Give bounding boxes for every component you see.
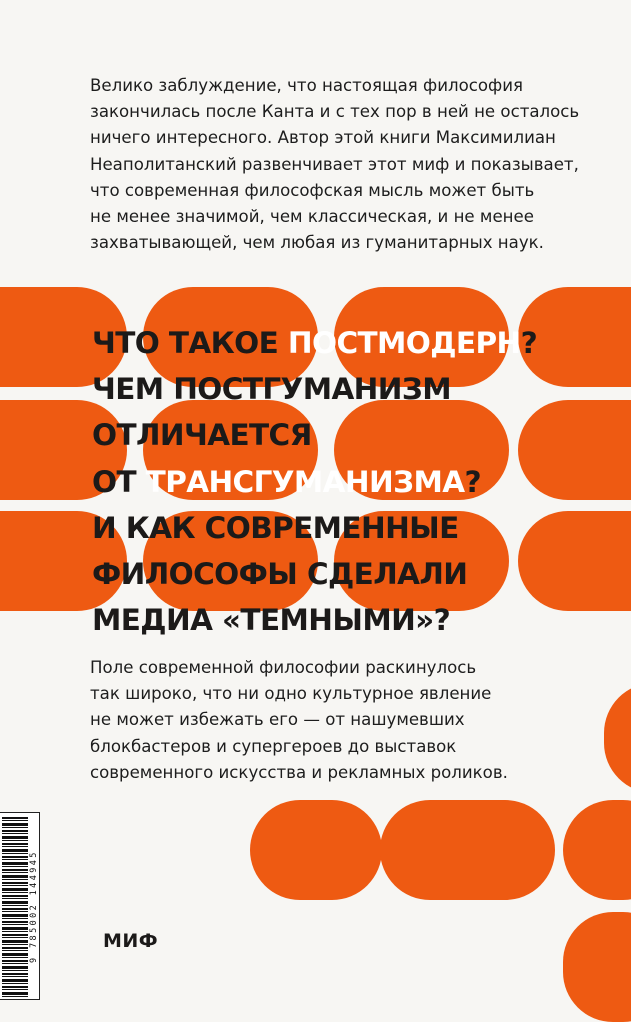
outro-line: так широко, что ни одно культурное явление (90, 684, 492, 704)
intro-line: Неаполитанский развенчивает этот миф и показывает, (90, 154, 579, 174)
headline-highlight: ТРАНСГУМАНИЗМА (145, 464, 465, 499)
intro-line: захватывающей, чем любая из гуманитарных наук. (90, 233, 544, 253)
headline-line-6: ФИЛОСОФЫ СДЕЛАЛИ (92, 557, 468, 592)
headline-line-7: МЕДИА «ТЕМНЫМИ»? (92, 603, 451, 638)
publisher-logo: МИФ (103, 930, 159, 952)
orange-pill (250, 800, 382, 900)
headline-line-1: ЧТО ТАКОЕ ПОСТМОДЕРН? (92, 326, 538, 360)
orange-pill (380, 800, 555, 900)
intro-line: Велико заблуждение, что настоящая философия (90, 76, 523, 95)
intro-line: ничего интересного. Автор этой книги Максимилиан (90, 128, 556, 148)
headline-line-2: ЧЕМ ПОСТГУМАНИЗМ (92, 372, 451, 407)
intro-line: не менее значимой, чем классическая, и не менее (90, 207, 534, 227)
barcode-bars (2, 817, 28, 997)
orange-pill (563, 912, 631, 1022)
headline-highlight: ПОСТМОДЕРН (287, 326, 521, 360)
headline-line-3: ОТЛИЧАЕТСЯ (92, 418, 312, 453)
outro-paragraph (90, 655, 590, 786)
outro-line: современного искусства и рекламных роликов. (90, 762, 508, 782)
isbn-barcode (0, 812, 40, 1000)
outro-line: не может избежать его — от нашумевших (90, 710, 465, 730)
headline-line-5: И КАК СОВРЕМЕННЫЕ (92, 510, 459, 545)
outro-line: Поле современной философии раскинулось (90, 658, 477, 677)
headline-line-4: ОТ ТРАНСГУМАНИЗМА? (92, 464, 481, 499)
orange-pill (563, 800, 631, 900)
outro-line: блокбастеров и супергероев до выставок (90, 736, 457, 756)
orange-pill (604, 683, 631, 793)
intro-line: что современная философская мысль может быть (90, 180, 535, 200)
barcode-digits: 9 785002 144945 (29, 850, 39, 964)
intro-line: закончилась после Канта и с тех пор в ней не осталось (90, 102, 580, 122)
headline (92, 320, 612, 643)
